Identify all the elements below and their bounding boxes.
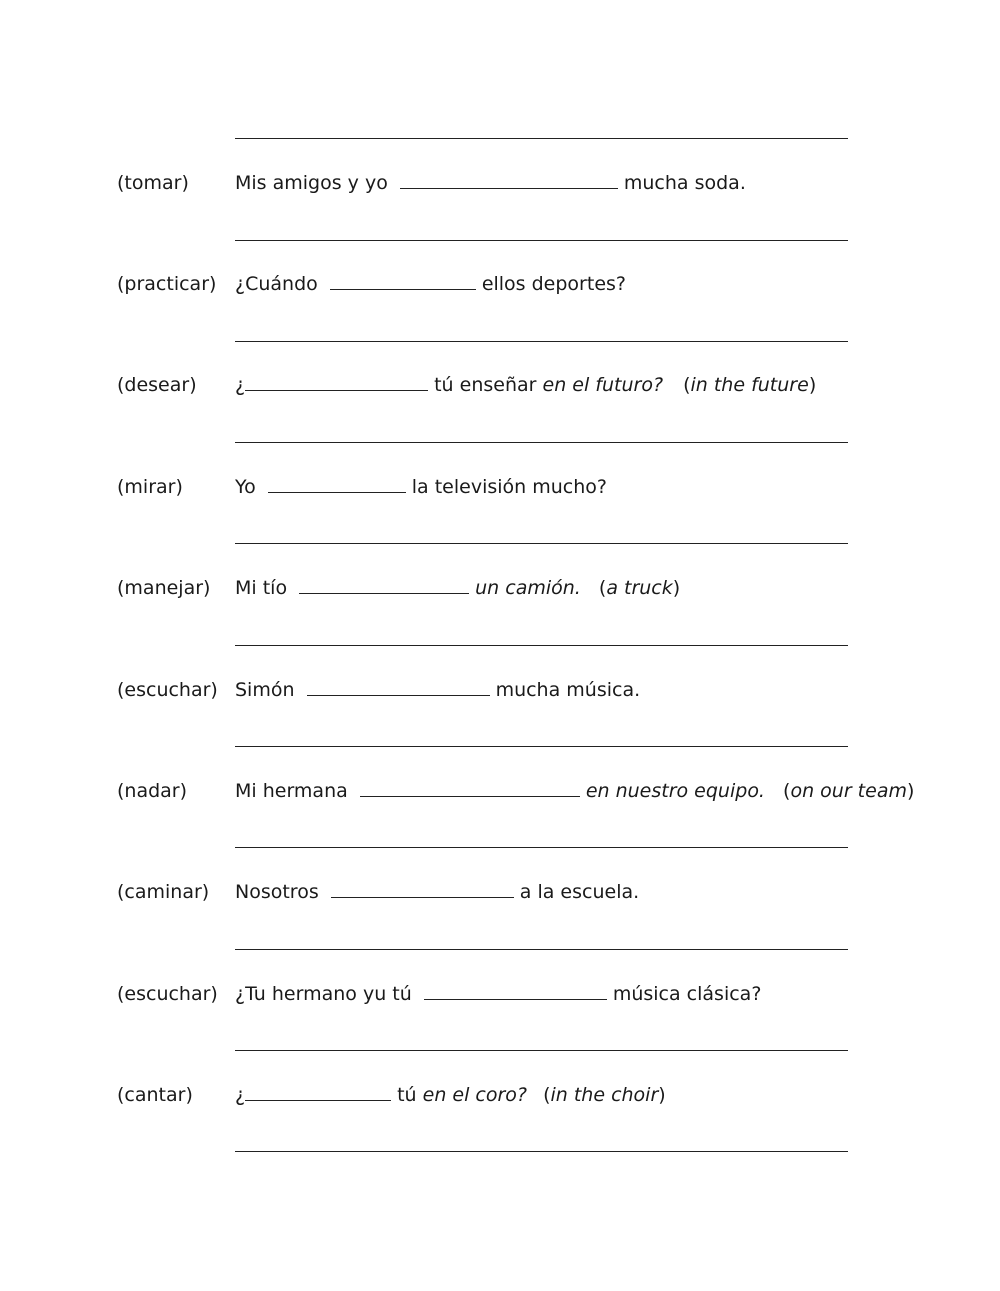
answer-line[interactable] (235, 543, 848, 544)
sentence-start: Nosotros (235, 881, 319, 903)
sentence-start: Yo (235, 476, 256, 498)
exercise-item (0, 371, 1000, 399)
english-gloss: in the choir (550, 1084, 659, 1106)
verb-prompt: (practicar) (117, 273, 217, 295)
gloss-open: ( (683, 374, 691, 396)
sentence-end: la televisión mucho? (411, 476, 607, 498)
sentence-italic: en nuestro equipo. (585, 780, 765, 802)
gloss-close: ) (906, 780, 915, 802)
verb-prompt: (desear) (117, 374, 197, 396)
exercise-item (0, 574, 1000, 602)
sentence (235, 574, 680, 602)
sentence-start: Mi tío (235, 577, 288, 599)
exercise-item (0, 777, 1000, 805)
sentence-end: mucha soda. (623, 172, 746, 194)
exercise-item (0, 473, 1000, 501)
sentence-end: música clásica? (612, 983, 762, 1005)
sentence (235, 878, 639, 906)
sentence-start: ¿ (235, 374, 246, 396)
english-gloss: a truck (606, 577, 673, 599)
gloss-close: ) (808, 374, 817, 396)
sentence-end: a la escuela. (519, 881, 640, 903)
answer-line[interactable] (235, 240, 848, 241)
answer-line[interactable] (235, 442, 848, 443)
fill-in-blank[interactable] (268, 474, 406, 493)
gloss-open: ( (783, 780, 791, 802)
fill-in-blank[interactable] (330, 271, 476, 290)
verb-prompt: (nadar) (117, 780, 188, 802)
sentence-start: ¿ (235, 1084, 246, 1106)
answer-line[interactable] (235, 1050, 848, 1051)
sentence-italic: en el coro? (422, 1084, 528, 1106)
verb-prompt: (escuchar) (117, 679, 218, 701)
sentence (235, 777, 914, 805)
answer-line[interactable] (235, 341, 848, 342)
sentence-end: mucha música. (495, 679, 641, 701)
gloss-open: ( (598, 577, 607, 599)
verb-prompt: (escuchar) (117, 983, 218, 1005)
fill-in-blank[interactable] (360, 778, 580, 797)
sentence (235, 980, 761, 1008)
sentence-end: tú enseñar (434, 374, 537, 396)
verb-prompt: (cantar) (117, 1084, 193, 1106)
fill-in-blank[interactable] (400, 170, 618, 189)
verb-prompt: (caminar) (117, 881, 210, 903)
verb-prompt: (tomar) (117, 172, 189, 194)
sentence-start: Mis amigos y yo (235, 172, 388, 194)
sentence (235, 676, 640, 704)
sentence (235, 473, 607, 501)
english-gloss: in the future (690, 374, 809, 396)
fill-in-blank[interactable] (331, 879, 514, 898)
sentence-start: Simón (235, 679, 295, 701)
fill-in-blank[interactable] (245, 1082, 391, 1101)
gloss-close: ) (658, 1084, 666, 1106)
sentence (235, 1081, 666, 1109)
exercise-item (0, 676, 1000, 704)
sentence-end: ellos deportes? (481, 273, 626, 295)
answer-line[interactable] (235, 645, 848, 646)
gloss-open: ( (543, 1084, 551, 1106)
fill-in-blank[interactable] (424, 981, 607, 1000)
sentence-start: ¿Tu hermano yu tú (235, 983, 412, 1005)
answer-line[interactable] (235, 138, 848, 139)
gloss-close: ) (672, 577, 681, 599)
sentence-italic: en el futuro? (542, 374, 664, 396)
answer-line[interactable] (235, 1151, 848, 1152)
exercise-item (0, 169, 1000, 197)
english-gloss: on our team (790, 780, 907, 802)
sentence-end: tú (397, 1084, 417, 1106)
exercise-item (0, 878, 1000, 906)
sentence-italic: un camión. (475, 577, 581, 599)
fill-in-blank[interactable] (307, 677, 490, 696)
sentence (235, 371, 816, 399)
exercise-item (0, 980, 1000, 1008)
exercise-item (0, 270, 1000, 298)
answer-line[interactable] (235, 746, 848, 747)
verb-prompt: (mirar) (117, 476, 183, 498)
sentence-start: ¿Cuándo (235, 273, 318, 295)
sentence-start: Mi hermana (235, 780, 348, 802)
fill-in-blank[interactable] (245, 372, 428, 391)
answer-line[interactable] (235, 949, 848, 950)
exercise-item (0, 1081, 1000, 1109)
sentence (235, 270, 626, 298)
sentence (235, 169, 746, 197)
answer-line[interactable] (235, 847, 848, 848)
verb-prompt: (manejar) (117, 577, 211, 599)
fill-in-blank[interactable] (299, 575, 469, 594)
